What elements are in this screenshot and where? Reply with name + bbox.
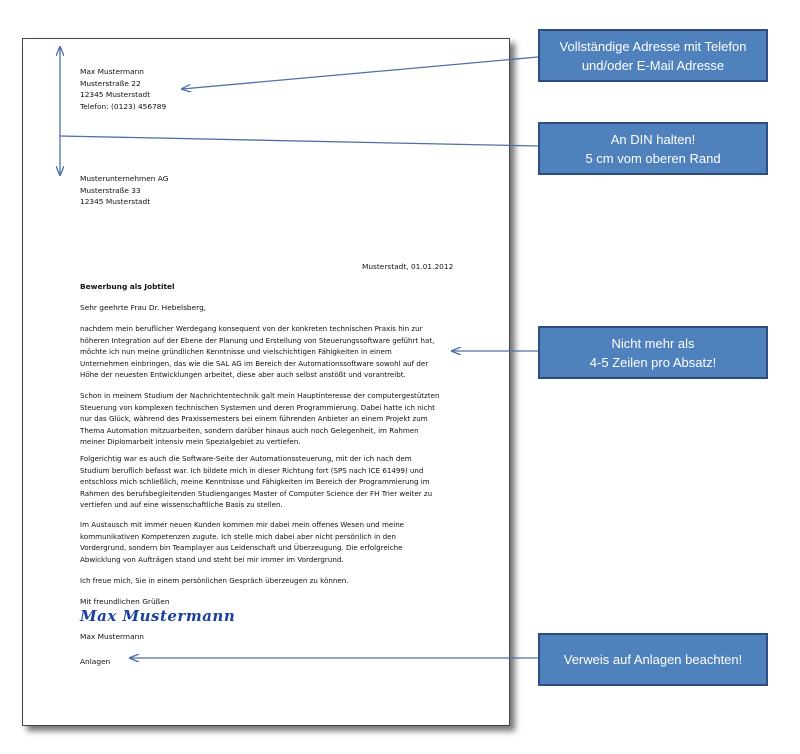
- paragraph-line: Rahmen des berufsbegleitenden Studienganges Master of Computer Science der FH Trier weiter zu: [80, 488, 433, 498]
- paragraph-line: Schon in meinem Studium der Nachrichtentechnik galt mein Hauptinteresse der computergestützten: [80, 391, 440, 400]
- paragraph-line: kommunikativen Kompetenzen zugute. Ich stelle mich dabei aber nicht persönlich in den: [80, 531, 397, 541]
- recipient-city: 12345 Musterstadt: [80, 197, 151, 207]
- callout-line: und/oder E-Mail Adresse: [581, 57, 725, 73]
- paragraph-line: Höhe der neuesten Entwicklungen arbeitet, diese aber auch selbst anstößt und vorantreibt.: [80, 370, 406, 380]
- paragraph-line: vertiefen und auf eine wissenschaftliche Basis zu stellen.: [80, 500, 283, 510]
- subject-line: Bewerbung als Jobtitel: [80, 282, 175, 291]
- recipient-company: Musterunternehmen AG: [80, 174, 169, 183]
- paragraph-line: möchte ich nun meine gründlichen Kenntnisse und vielschichtigen Fähigkeiten in einem: [80, 347, 392, 357]
- paragraph-line: Studium beruflich befasst war. Ich bildete mich in dieser Richtung fort (SPS nach ICE 61499) und: [80, 465, 424, 475]
- callout-line: Verweis auf Anlagen beachten!: [563, 652, 743, 667]
- date-line: Musterstadt, 01.01.2012: [362, 262, 454, 271]
- recipient-street: Musterstraße 33: [80, 185, 141, 195]
- paragraph-line: Abwicklung von Aufträgen stand und steht bei mir immer im Vordergrund.: [80, 554, 344, 564]
- address-arrow: [182, 57, 538, 89]
- paragraph-line: höheren Integration auf der Ebene der Planung und Erstellung von Steuerungssoftware geführt hat,: [80, 335, 435, 345]
- sender-street: Musterstraße 22: [80, 78, 141, 88]
- paragraph-line: Folgerichtig war es auch die Software-Seite der Automationssteuerung, mit der ich nach dem: [80, 454, 412, 463]
- callout-address: [538, 29, 768, 82]
- signature: Max Mustermann: [80, 607, 236, 625]
- sender-name: Max Mustermann: [80, 67, 144, 76]
- callout-line: Nicht mehr als: [611, 335, 695, 351]
- sender-phone: Telefon: (0123) 456789: [80, 101, 167, 111]
- callout-enclosures: [538, 633, 768, 686]
- closing: Mit freundlichen Grüßen: [80, 597, 170, 606]
- din-line: [60, 136, 538, 146]
- enclosures: Anlagen: [80, 657, 111, 666]
- callout-line: An DIN halten!: [610, 131, 696, 147]
- callout-line: 5 cm vom oberen Rand: [585, 150, 721, 166]
- paragraph-line: Steuerung von komplexen technischen Systemen und deren Programmierung. Dabei hatte ich nicht: [80, 402, 435, 412]
- paragraph-line: nur das Glück, während des Praxissemesters bei einem führenden Anbieter an einem Projekt zum: [80, 414, 428, 424]
- salutation: Sehr geehrte Frau Dr. Hebelsberg,: [80, 303, 207, 312]
- paragraph-line: nachdem mein beruflicher Werdegang konsequent von der konkreten technischen Praxis hin zur: [80, 324, 423, 333]
- paragraph-line: meiner Diplomarbeit intensiv mein Spezialgebiet zu vertiefen.: [80, 437, 301, 447]
- paragraph-line: entschloss mich schließlich, meine Kenntnisse und Fähigkeiten im Bereich der Programmierung im: [80, 477, 430, 487]
- paragraph-line: Thema Automation mitzuarbeiten, sondern darüber hinaus auch noch Gelegenheit, im Rahmen: [80, 425, 419, 435]
- paragraph-line: Ich freue mich, Sie in einem persönlichen Gespräch überzeugen zu können.: [80, 576, 349, 585]
- callout-paragraphs: [538, 326, 768, 379]
- printed-name: Max Mustermann: [80, 632, 144, 641]
- paragraph-line: Im Austausch mit immer neuen Kunden kommen mir dabei mein offenes Wesen und meine: [80, 520, 405, 529]
- paragraph-line: Vordergrund, sondern bin Teamplayer aus Leidenschaft und Überzeugung. Die erfolgreiche: [80, 543, 403, 553]
- sender-city: 12345 Musterstadt: [80, 90, 151, 100]
- callout-din: [538, 122, 768, 175]
- callout-line: 4-5 Zeilen pro Absatz!: [589, 354, 717, 370]
- callout-line: Vollständige Adresse mit Telefon: [559, 38, 747, 54]
- paragraph-line: Unternehmen einbringen, das wie die SAL AG im Bereich der Automationssoftware sowohl auf der: [80, 358, 429, 368]
